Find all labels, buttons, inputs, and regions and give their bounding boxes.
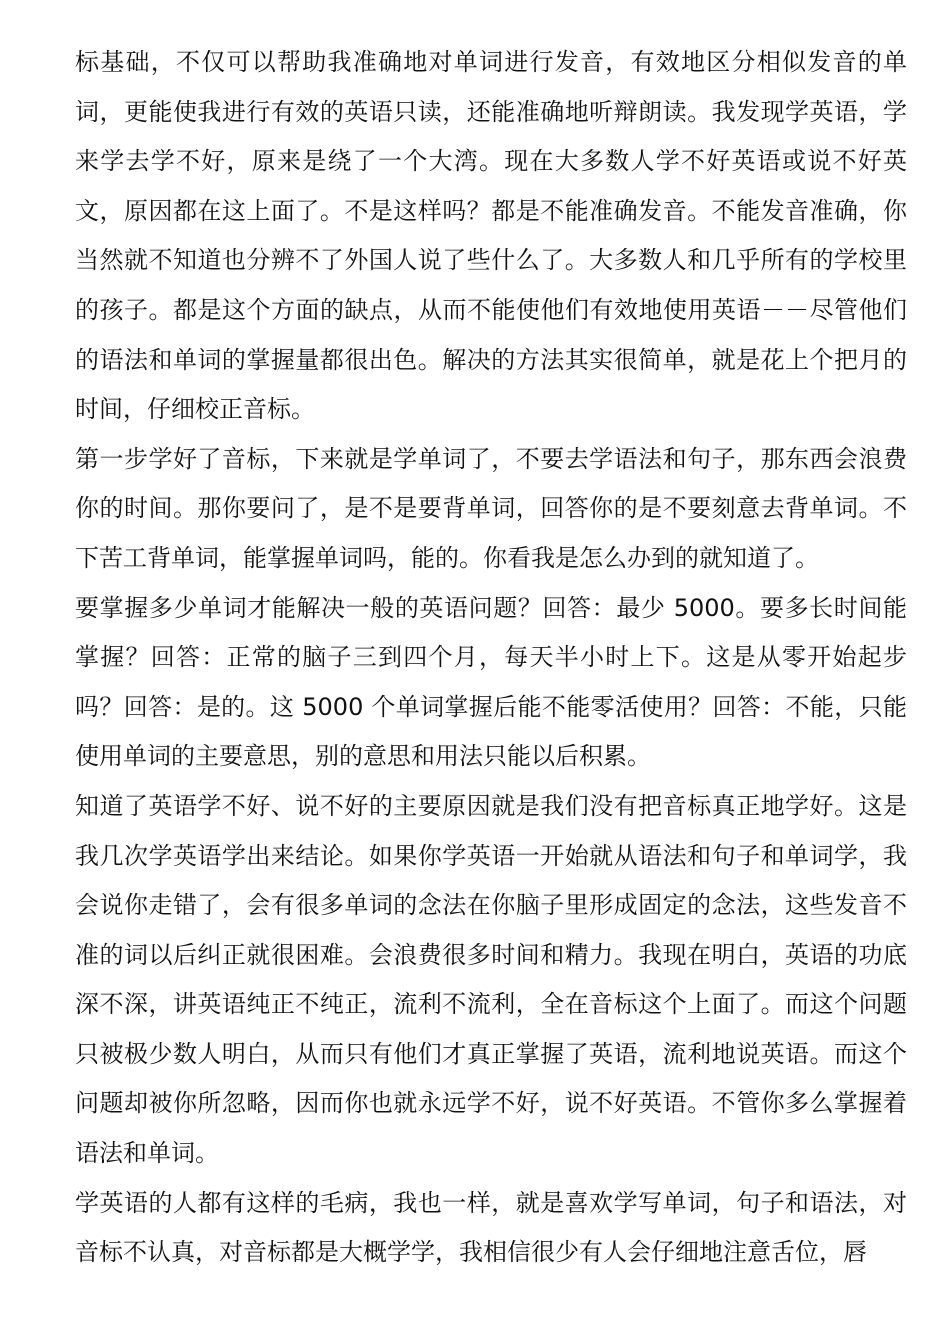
document-page — [75, 38, 907, 1278]
paragraph-3: 要掌握多少单词才能解决一般的英语问题？回答：最少 5000。要多长时间能掌握？回答：正常的脑子三到四个月，每天半小时上下。这是从零开始起步吗？回答：是的。这 5000 个单词掌握后能不能零活使用？回答：不能，只能使用单词的主要意思，别的意思和用法只能以后积累。 — [75, 593, 907, 771]
paragraph-2: 第一步学好了音标，下来就是学单词了，不要去学语法和句子，那东西会浪费你的时间。那你要问了，是不是要背单词，回答你的是不要刻意去背单词。不下苦工背单词，能掌握单词吗，能的。你看我是怎么办到的就知道了。 — [75, 444, 907, 572]
paragraph-5: 学英语的人都有这样的毛病，我也一样，就是喜欢学写单词，句子和语法，对音标不认真，对音标都是大概学学，我相信很少有人会仔细地注意舌位，唇 — [75, 1188, 907, 1267]
paragraph-4: 知道了英语学不好、说不好的主要原因就是我们没有把音标真正地学好。这是我几次学英语学出来结论。如果你学英语一开始就从语法和句子和单词学，我会说你走错了，会有很多单词的念法在你脑子里形成固定的念法，这些发音不准的词以后纠正就很困难。会浪费很多时间和精力。我现在明白，英语的功底深不深，讲英语纯正不纯正，流利不流利，全在音标这个上面了。而这个问题只被极少数人明白，从而只有他们才真正掌握了英语，流利地说英语。而这个问题却被你所忽略，因而你也就永远学不好，说不好英语。不管你多么掌握着语法和单词。 — [75, 791, 907, 1168]
paragraph-1: 标基础，不仅可以帮助我准确地对单词进行发音，有效地区分相似发音的单词，更能使我进行有效的英语只读，还能准确地听辩朗读。我发现学英语，学来学去学不好，原来是绕了一个大湾。现在大多数人学不好英语或说不好英文，原因都在这上面了。不是这样吗？都是不能准确发音。不能发音准确，你当然就不知道也分辨不了外国人说了些什么了。大多数人和几乎所有的学校里的孩子。都是这个方面的缺点，从而不能使他们有效地使用英语－－尽管他们的语法和单词的掌握量都很出色。解决的方法其实很简单，就是花上个把月的时间，仔细校正音标。 — [75, 48, 907, 424]
